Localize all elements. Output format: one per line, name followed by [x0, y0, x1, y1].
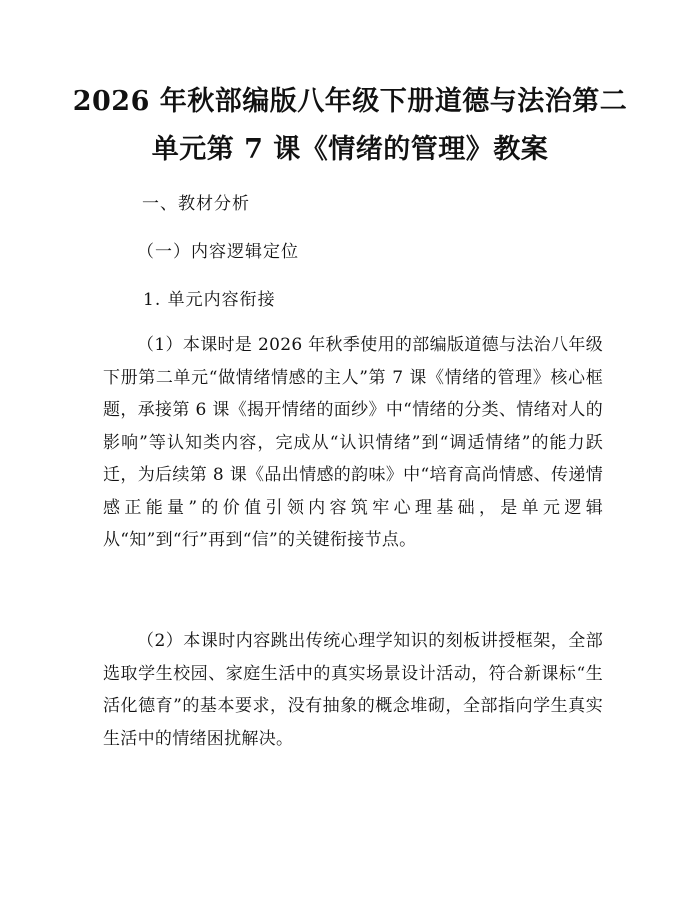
section-heading: 一、教材分析 [142, 194, 250, 214]
item-heading: 1. 单元内容衔接 [143, 290, 276, 310]
paragraph-1: （1）本课时是 2026 年秋季使用的部编版道德与法治八年级下册第二单元“做情绪情感的主人”第 7 课《情绪的管理》核心框题，承接第 6 课《揭开情绪的面纱》中“情绪的分类、情绪对人的影响”等认知类内容，完成从“认识情绪”到“调适情绪”的能力跃迁，为后续第 8 课《品出情感的韵味》中“培育高尚情感、传递情感正能量”的价值引领内容筑牢心理基础，是单元逻辑从“知”到“行”再到“信”的关键衔接节点。 [103, 335, 603, 550]
paragraph-2: （2）本课时内容跳出传统心理学知识的刻板讲授框架，全部选取学生校园、家庭生活中的真实场景设计活动，符合新课标“生活化德育”的基本要求，没有抽象的概念堆砌，全部指向学生真实生活中的情绪困扰解决。 [103, 631, 603, 749]
document-title-line-1: 2026 年秋部编版八年级下册道德与法治第二 [72, 86, 628, 117]
subsection-heading: （一）内容逻辑定位 [137, 242, 299, 262]
document-title-line-2: 单元第 7 课《情绪的管理》教案 [151, 134, 549, 165]
